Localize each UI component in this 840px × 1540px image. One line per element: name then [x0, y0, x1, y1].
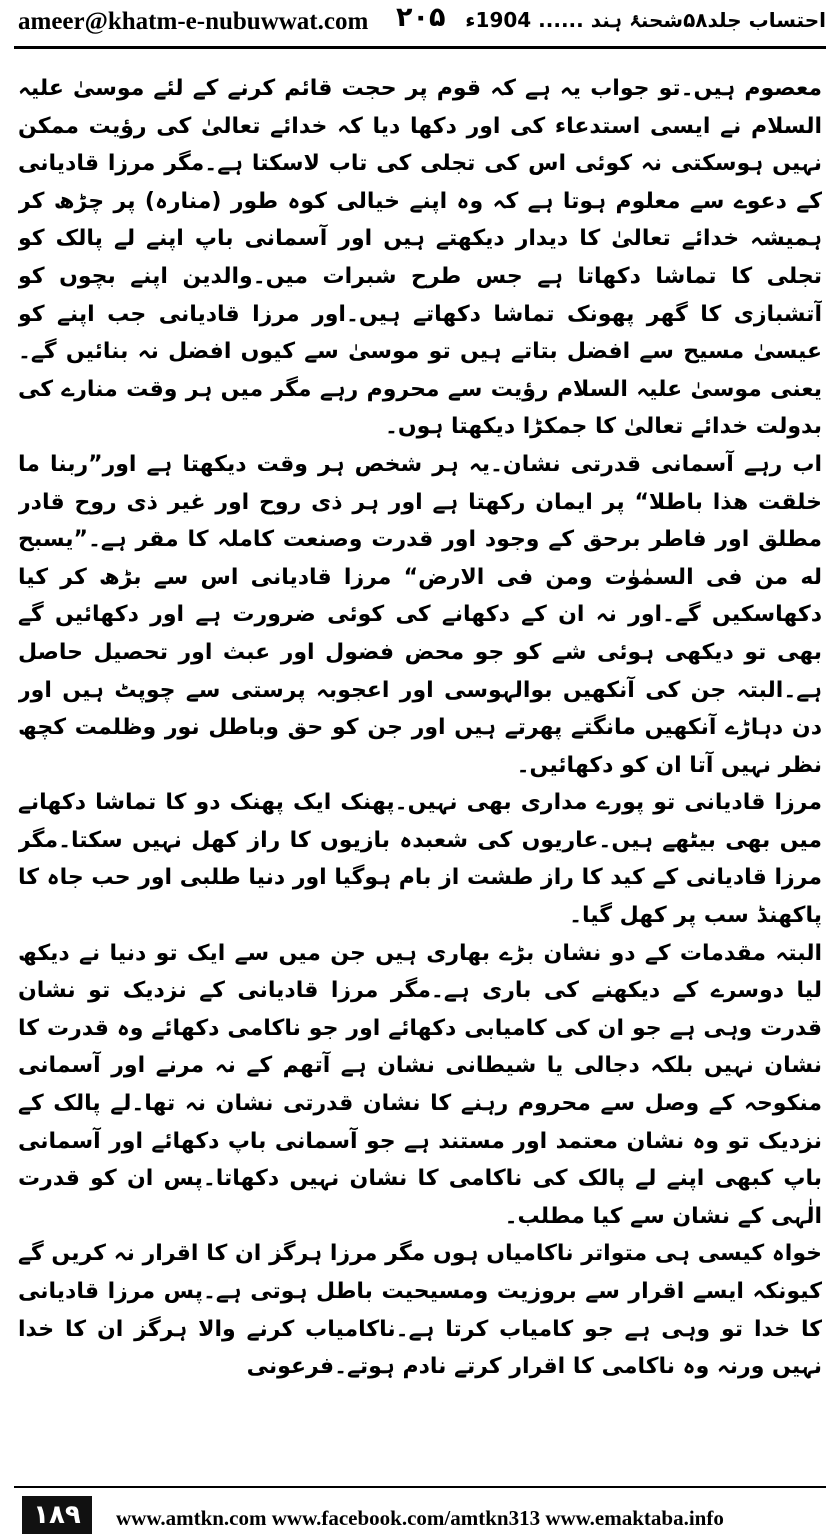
- footer-page-number: ۱۸۹: [22, 1496, 92, 1534]
- header-title: احتساب جلد۵۸شحنۂ ہند ...... 1904ء: [465, 8, 826, 32]
- paragraph: اب رہے آسمانی قدرتی نشان۔یہ ہر شخص ہر وقت دیکھتا ہے اور”ربنا ما خلقت ھذا باطلا“ پر ایمان رکھتا ہے اور ہر ذی روح اور غیر ذی روح قادر مطلق اور فاطر برحق کے وجود اور قدرت وصنعت کاملہ کا مقر ہے۔”یسبح له من فی السمٰوٰت ومن فی الارض“ مرزا قادیانی اس سے بڑھ کر کیا دکھاسکیں گے۔اور نہ ان کے دکھانے کی کوئی ضرورت ہے اور دکھائیں گے بھی تو دیکھی ہوئی شے کو جو محض فضول اور عبث اور تحصیل حاصل ہے۔البتہ جن کی آنکھیں بوالہوسی اور اعجوبہ پرستی سے چوپٹ ہیں اور دن دہاڑے آنکھیں مانگتے پھرتے ہیں اور جن کو حق وباطل نور وظلمت کچھ نظر نہیں آتا ان کو دکھائیں۔: [18, 451, 822, 778]
- footer-divider: [14, 1486, 826, 1488]
- header-divider: [14, 46, 826, 49]
- paragraph: البتہ مقدمات کے دو نشان بڑے بھاری ہیں جن میں سے ایک تو دنیا نے دیکھ لیا دوسرے کے دیکھنے کی باری ہے۔مگر مرزا قادیانی کے نزدیک تو نشان قدرت وہی ہے جو ان کی کامیابی دکھائے اور جو ناکامی دکھائے وہ قدرت کا نشان نہیں بلکہ دجالی یا شیطانی نشان ہے آتھم کے نہ مرنے اور آسمانی منکوحہ کے وصل سے محروم رہنے کا نشان قدرتی نشان نہ تھا۔لے پالک کے نزدیک تو وہ نشان معتمد اور مستند ہے جو آسمانی باپ دکھائے اور آسمانی باپ کبھی اپنے لے پالک کی ناکامی کا نشان نہیں دکھاتا۔پس ان کو قدرت الٰہی کے نشان سے کیا مطلب۔: [18, 940, 822, 1229]
- paragraph: مرزا قادیانی تو پورے مداری بھی نہیں۔پھنک ایک پھنک دو کا تماشا دکھانے میں بھی بیٹھے ہیں۔عاریوں کی شعبدہ بازیوں کا راز کھل نہیں سکتا۔مگر مرزا قادیانی کے کید کا راز طشت از بام ہوگیا اور دنیا طلبی اور حب جاہ کا پاکھنڈ سب پر کھل گیا۔: [18, 790, 822, 929]
- header-email: ameer@khatm-e-nubuwwat.com: [18, 8, 369, 35]
- page-header: [0, 0, 840, 44]
- header-page-number: ۲۰۵: [396, 2, 446, 33]
- footer-links: www.amtkn.com www.facebook.com/amtkn313 www.emaktaba.info: [116, 1506, 724, 1530]
- paragraph: خواہ کیسی ہی متواتر ناکامیاں ہوں مگر مرزا ہرگز ان کا اقرار نہ کریں گے کیونکہ ایسے اقرار سے بروزیت ومسیحیت باطل ہوتی ہے۔پس مرزا قادیانی کا خدا تو وہی ہے جو کامیاب کرتا ہے۔ناکامیاب کرنے والا ہرگز ان کا خدا نہیں ورنہ وہ ناکامی کا اقرار کرتے نادم ہوتے۔فرعونی: [18, 1241, 822, 1380]
- paragraph: معصوم ہیں۔تو جواب یہ ہے کہ قوم پر حجت قائم کرنے کے لئے موسیٰ علیہ السلام نے ایسی استدعاء کی اور دکھا دیا کہ خدائے تعالیٰ کی رؤیت ممکن نہیں ہوسکتی نہ کوئی اس کی تجلی کی تاب لاسکتا ہے۔مگر مرزا قادیانی کے دعوے سے معلوم ہوتا ہے کہ وہ اپنے خیالی کوہ طور (منارہ) پر چڑھ کر ہمیشہ خدائے تعالیٰ کا دیدار دیکھتے ہیں اور آسمانی باپ اپنے لے پالک کو تجلی کا تماشا دکھاتا ہے جس طرح شبرات میں۔والدین اپنے بچوں کو آتشبازی کا گھر پھونک تماشا دکھاتے ہیں۔اور مرزا قادیانی جب اپنے کو عیسیٰ مسیح سے افضل بتاتے ہیں تو موسیٰ سے کیوں افضل نہ بنائیں گے۔یعنی موسیٰ علیہ السلام رؤیت سے محروم رہے مگر میں ہر وقت منارے کی بدولت خدائے تعالیٰ کا جمکڑا دیکھتا ہوں۔: [18, 76, 822, 440]
- page-body: [18, 70, 822, 1470]
